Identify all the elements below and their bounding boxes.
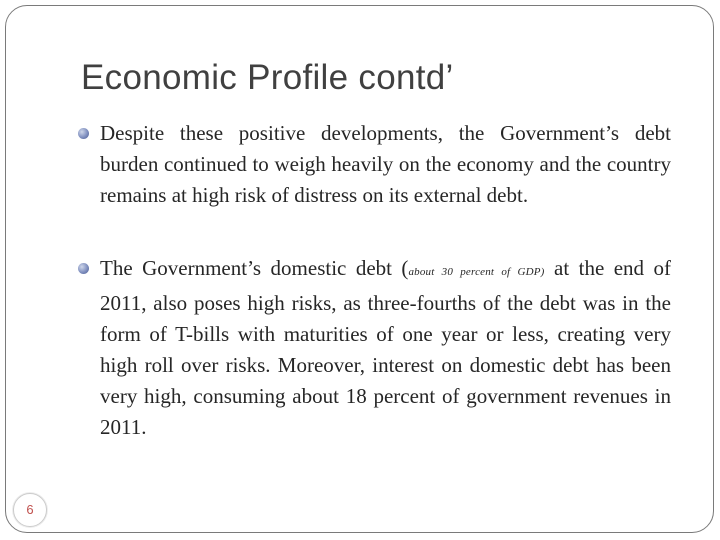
bullet-icon [78, 263, 89, 274]
bullet-item-1 [78, 118, 671, 211]
bullet-item-2 [78, 253, 671, 443]
bullet-text-2-end: at the end of 2011, also poses high risks, as three-fourths of the debt was in the form of T-bills with maturities of one year or less, creating very high roll over risks. Moreover, interest on domestic debt has been very high, consuming about 18 percent of government revenues in 2011. [100, 256, 672, 439]
bullet-note: about 30 percent of GDP) [408, 266, 545, 278]
slide-number: 6 [13, 493, 47, 527]
bullet-text-1: Despite these positive developments, the Government’s debt burden continued to weigh heavily on the economy and the country remains at high risk of distress on its external debt. [100, 121, 671, 207]
slide-title: Economic Profile contd’ [81, 58, 454, 97]
bullet-text-2-start: The Government’s domestic debt ( [100, 256, 409, 280]
bullet-text-2 [100, 253, 671, 443]
bullet-icon [78, 128, 89, 139]
